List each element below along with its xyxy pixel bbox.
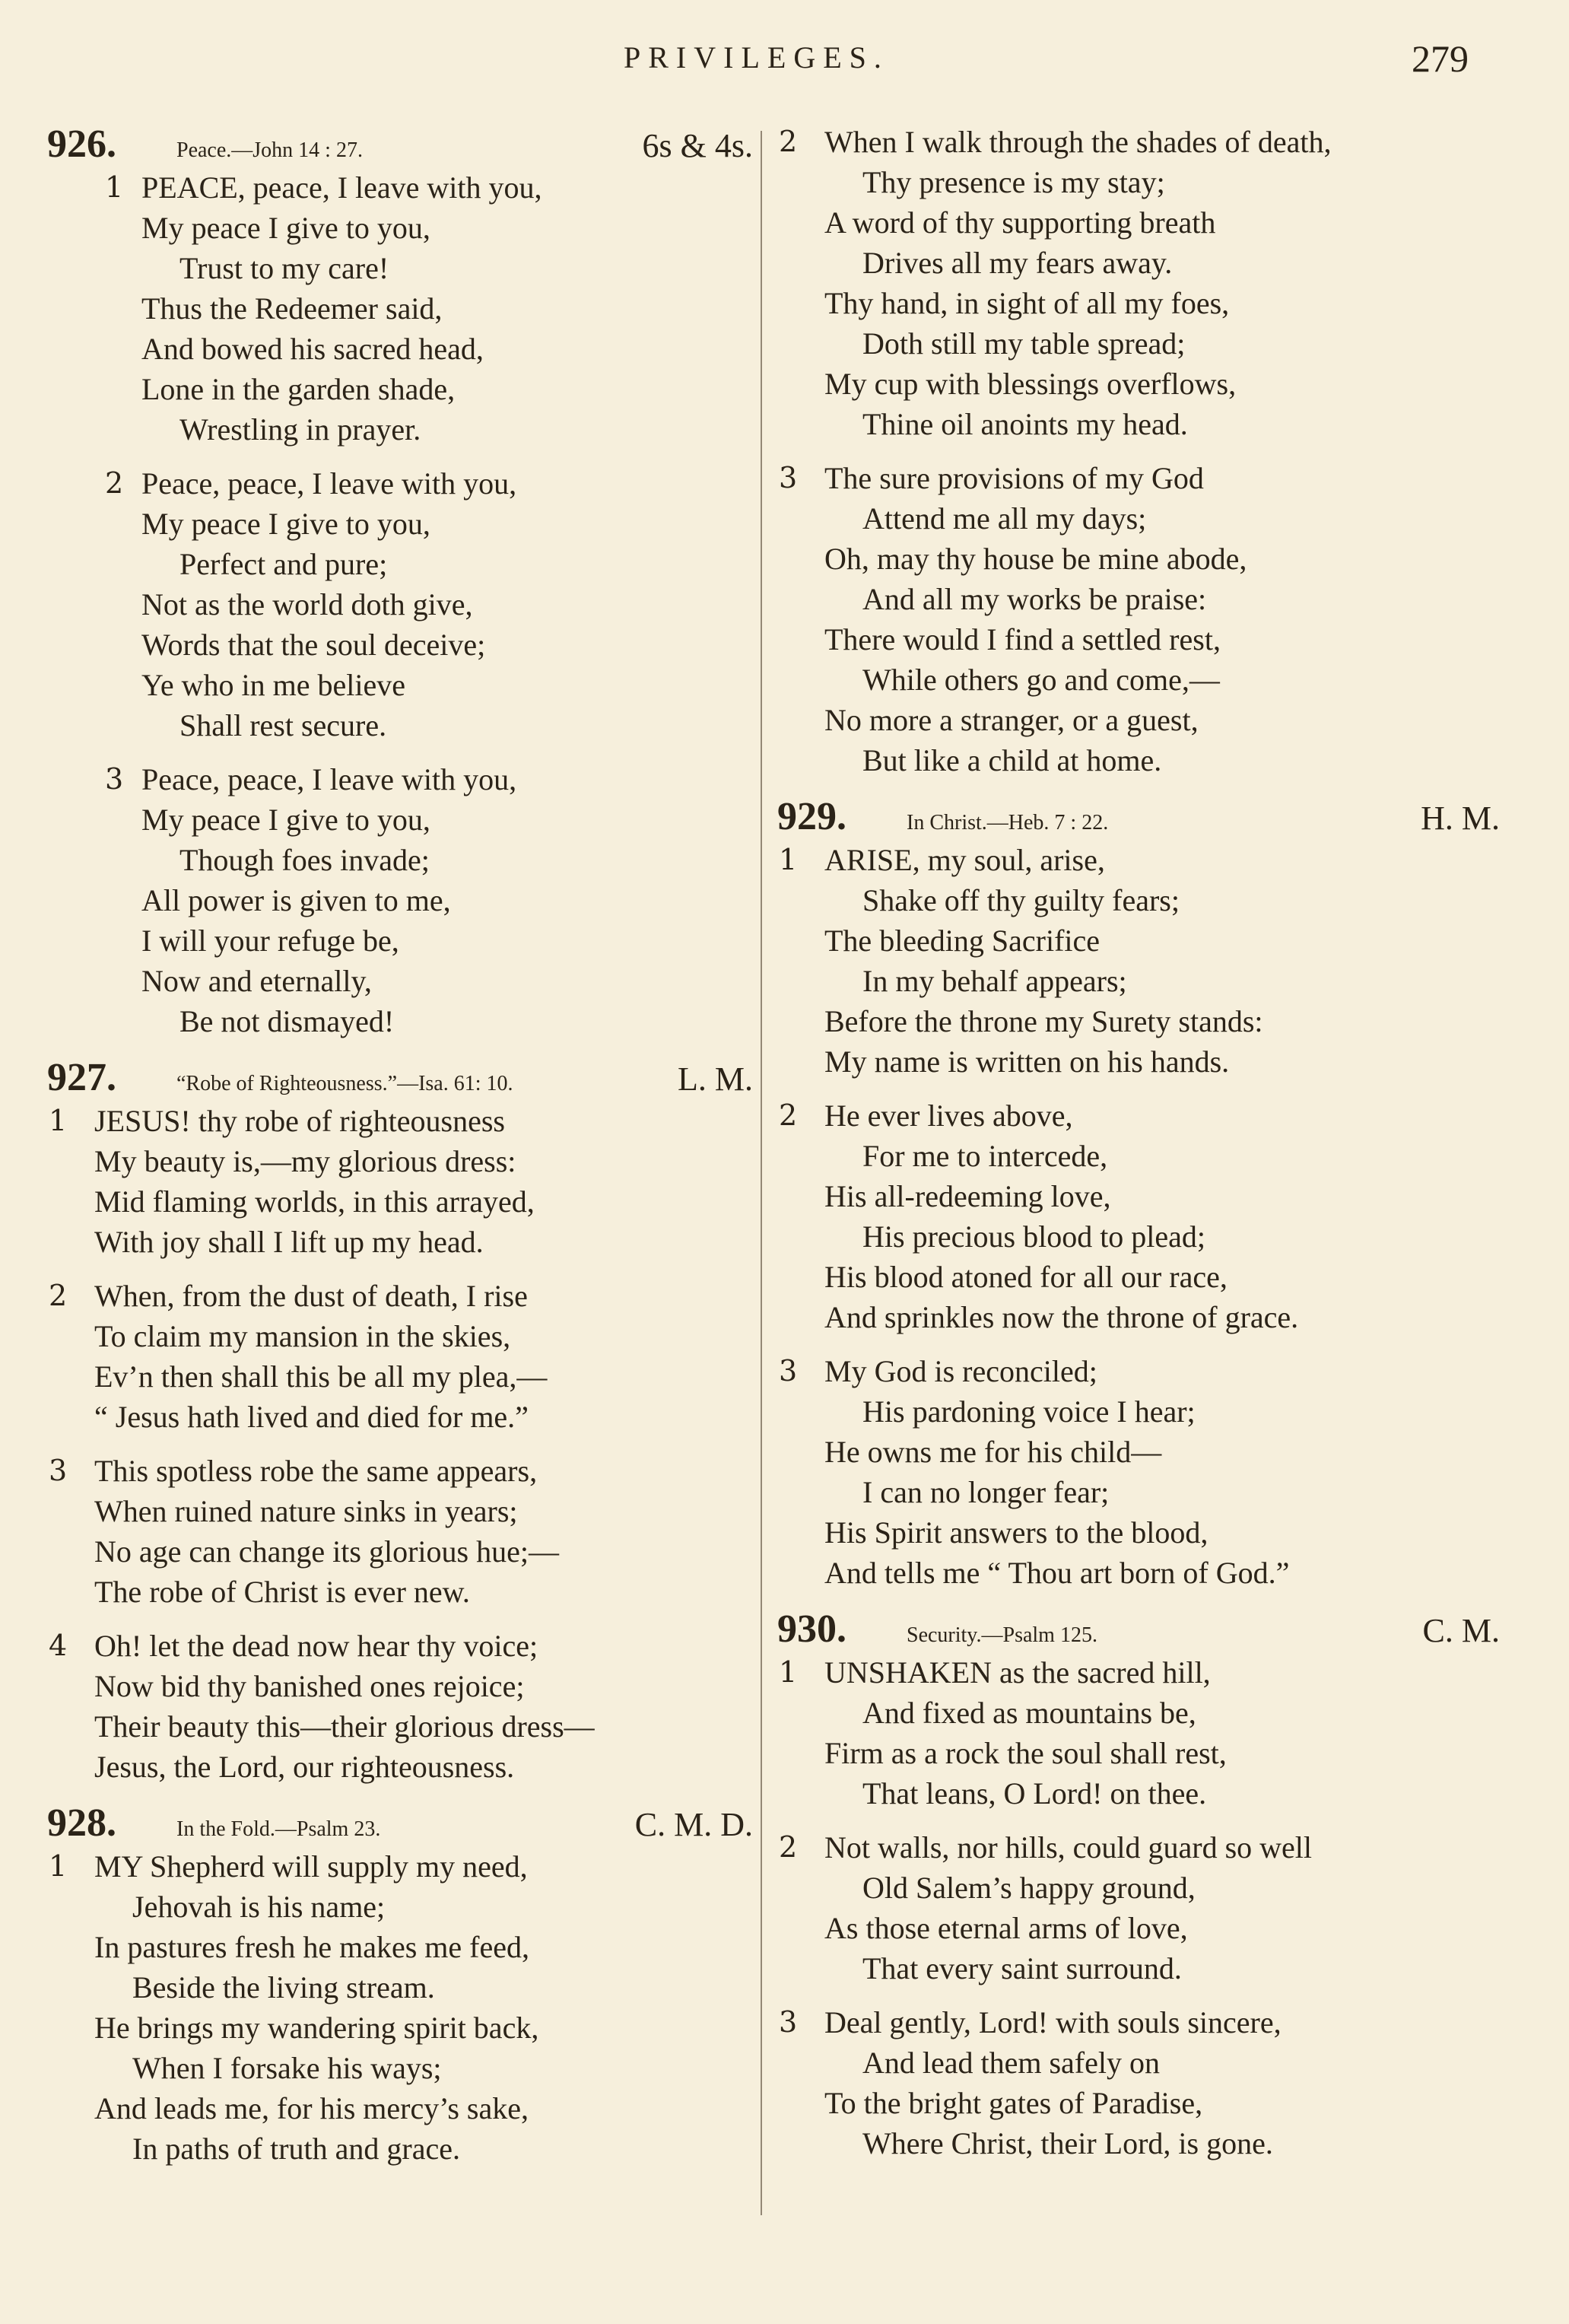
verse-line: Now and eternally, xyxy=(141,964,372,998)
stanza xyxy=(47,167,761,450)
hymn-number: 926. xyxy=(47,122,116,166)
stanza-number: 3 xyxy=(779,2005,798,2039)
verse-line: Trust to my care! xyxy=(179,251,389,285)
hymn-928-continued xyxy=(777,122,1507,780)
verse-line: And sprinkles now the throne of grace. xyxy=(824,1300,1299,1334)
page-number: 279 xyxy=(1412,37,1469,80)
verse-line: Oh! let the dead now hear thy voice; xyxy=(94,1629,538,1663)
hymn-title: In the Fold.—Psalm 23. xyxy=(176,1817,381,1841)
stanza xyxy=(47,1101,761,1262)
verse-line: “ Jesus hath lived and died for me.” xyxy=(94,1400,529,1434)
verse-line: Oh, may thy house be mine abode, xyxy=(824,542,1247,576)
verse-line: Peace, peace, I leave with you, xyxy=(141,466,517,501)
verse-line: Mid flaming worlds, in this arrayed, xyxy=(94,1184,535,1219)
verse-line: UNSHAKEN as the sacred hill, xyxy=(824,1655,1211,1690)
verse-line: When, from the dust of death, I rise xyxy=(94,1279,528,1313)
right-column xyxy=(777,122,1507,2177)
stanza xyxy=(47,1451,761,1612)
hymn-926 xyxy=(47,122,761,1041)
verse-line: And leads me, for his mercy’s sake, xyxy=(94,2091,529,2125)
column-divider xyxy=(761,131,762,2215)
verse-line: I will your refuge be, xyxy=(141,924,399,958)
verse-line: His blood atoned for all our race, xyxy=(824,1260,1228,1294)
verse-line: His precious blood to plead; xyxy=(862,1219,1206,1254)
hymn-number: 930. xyxy=(777,1607,846,1651)
verse-line: Not as the world doth give, xyxy=(141,587,473,622)
hymn-meter: 6s & 4s. xyxy=(642,127,753,164)
verse-line: The bleeding Sacrifice xyxy=(824,924,1101,958)
verse-line: I can no longer fear; xyxy=(862,1475,1110,1509)
stanza xyxy=(47,1846,761,2169)
hymn-number: 928. xyxy=(47,1801,116,1845)
verse-line: And all my works be praise: xyxy=(862,582,1207,616)
verse-line: Thus the Redeemer said, xyxy=(141,291,443,326)
hymn-title: Peace.—John 14 : 27. xyxy=(176,138,363,162)
stanza xyxy=(777,1652,1507,1814)
stanza xyxy=(777,1827,1507,1989)
verse-line: A word of thy supporting breath xyxy=(824,205,1216,240)
stanza-number: 2 xyxy=(779,125,798,158)
hymn-meter: C. M. xyxy=(1422,1612,1500,1649)
verse-line: All power is given to me, xyxy=(141,883,451,917)
stanza xyxy=(777,840,1507,1082)
hymn-930 xyxy=(777,1607,1507,2163)
verse-line: His Spirit answers to the blood, xyxy=(824,1515,1209,1550)
hymn-header xyxy=(777,1607,1507,1652)
verse-line: Shall rest secure. xyxy=(179,708,387,742)
stanza xyxy=(47,1276,761,1437)
verse-line: Thy hand, in sight of all my foes, xyxy=(824,286,1230,320)
verse-line: To the bright gates of Paradise, xyxy=(824,2086,1203,2120)
stanza-number: 1 xyxy=(49,1104,68,1137)
hymn-number: 927. xyxy=(47,1056,116,1099)
verse-line: My name is written on his hands. xyxy=(824,1044,1230,1079)
verse-line: But like a child at home. xyxy=(862,743,1162,777)
hymn-meter: H. M. xyxy=(1421,800,1500,837)
verse-line: Be not dismayed! xyxy=(179,1004,395,1038)
hymn-meter: L. M. xyxy=(678,1060,753,1098)
verse-line: Wrestling in prayer. xyxy=(179,412,421,447)
verse-line: Ye who in me believe xyxy=(141,668,405,702)
verse-line: Drives all my fears away. xyxy=(862,246,1173,280)
verse-line: This spotless robe the same appears, xyxy=(94,1454,538,1488)
stanza-number: 1 xyxy=(779,1655,798,1689)
verse-line: While others go and come,— xyxy=(862,663,1220,697)
running-head xyxy=(0,37,1569,82)
verse-line: There would I find a settled rest, xyxy=(824,622,1221,657)
verse-line: Their beauty this—their glorious dress— xyxy=(94,1709,595,1744)
verse-line: My peace I give to you, xyxy=(141,507,430,541)
verse-line: Attend me all my days; xyxy=(862,501,1147,536)
stanza-number: 3 xyxy=(779,461,798,494)
verse-line: My peace I give to you, xyxy=(141,803,430,837)
stanza-number: 2 xyxy=(105,466,124,500)
verse-line: Shake off thy guilty fears; xyxy=(862,883,1180,917)
stanza xyxy=(777,1095,1507,1337)
verse-line: He ever lives above, xyxy=(824,1098,1073,1133)
stanza xyxy=(47,1626,761,1787)
verse-line: His all-redeeming love, xyxy=(824,1179,1111,1213)
hymn-928 xyxy=(47,1801,761,2169)
hymn-927 xyxy=(47,1055,761,1787)
verse-line: And tells me “ Thou art born of God.” xyxy=(824,1556,1290,1590)
hymn-header xyxy=(47,1055,761,1101)
stanza-number: 2 xyxy=(779,1830,798,1864)
stanza-number: 1 xyxy=(779,843,798,876)
verse-line: No more a stranger, or a guest, xyxy=(824,703,1199,737)
verse-line: As those eternal arms of love, xyxy=(824,1911,1188,1945)
section-title: PRIVILEGES. xyxy=(624,40,889,75)
verse-line: He owns me for his child— xyxy=(824,1435,1162,1469)
stanza-number: 4 xyxy=(49,1629,68,1662)
stanza-number: 3 xyxy=(105,762,124,796)
verse-line: His pardoning voice I hear; xyxy=(862,1394,1196,1429)
hymn-header xyxy=(47,122,761,167)
verse-line: In my behalf appears; xyxy=(862,964,1127,998)
stanza xyxy=(777,1351,1507,1593)
verse-line: When ruined nature sinks in years; xyxy=(94,1494,518,1528)
verse-line: The sure provisions of my God xyxy=(824,461,1204,495)
verse-line: PEACE, peace, I leave with you, xyxy=(141,170,542,205)
stanza xyxy=(47,463,761,746)
verse-line: That every saint surround. xyxy=(862,1951,1182,1985)
verse-line: In pastures fresh he makes me feed, xyxy=(94,1930,529,1964)
verse-line: ARISE, my soul, arise, xyxy=(824,843,1105,877)
verse-line: Not walls, nor hills, could guard so well xyxy=(824,1830,1313,1865)
hymn-title: Security.—Psalm 125. xyxy=(907,1623,1097,1647)
verse-line: Peace, peace, I leave with you, xyxy=(141,762,517,796)
verse-line: No age can change its glorious hue;— xyxy=(94,1534,559,1569)
stanza-number: 2 xyxy=(49,1279,68,1312)
verse-line: Thine oil anoints my head. xyxy=(862,407,1188,441)
stanza-number: 1 xyxy=(49,1849,68,1883)
stanza-number: 1 xyxy=(105,170,124,204)
verse-line: That leans, O Lord! on thee. xyxy=(862,1776,1207,1811)
stanza xyxy=(777,2002,1507,2163)
verse-line: My God is reconciled; xyxy=(824,1354,1097,1388)
hymn-header xyxy=(47,1801,761,1846)
verse-line: The robe of Christ is ever new. xyxy=(94,1575,470,1609)
verse-line: He brings my wandering spirit back, xyxy=(94,2011,539,2045)
verse-line: When I forsake his ways; xyxy=(132,2051,442,2085)
verse-line: When I walk through the shades of death, xyxy=(824,125,1332,159)
verse-line: For me to intercede, xyxy=(862,1139,1108,1173)
verse-line: Where Christ, their Lord, is gone. xyxy=(862,2126,1273,2160)
verse-line: My cup with blessings overflows, xyxy=(824,367,1237,401)
verse-line: My peace I give to you, xyxy=(141,211,430,245)
verse-line: With joy shall I lift up my head. xyxy=(94,1225,484,1259)
hymn-meter: C. M. D. xyxy=(634,1806,753,1843)
stanza-number: 3 xyxy=(49,1454,68,1487)
verse-line: Perfect and pure; xyxy=(179,547,388,581)
verse-line: Ev’n then shall this be all my plea,— xyxy=(94,1359,548,1394)
verse-line: Jehovah is his name; xyxy=(132,1890,386,1924)
verse-line: JESUS! thy robe of righteousness xyxy=(94,1104,505,1138)
verse-line: And fixed as mountains be, xyxy=(862,1696,1196,1730)
stanza-number: 2 xyxy=(779,1098,798,1132)
verse-line: Before the throne my Surety stands: xyxy=(824,1004,1263,1038)
verse-line: Beside the living stream. xyxy=(132,1970,435,2004)
stanza xyxy=(777,122,1507,444)
verse-line: My beauty is,—my glorious dress: xyxy=(94,1144,516,1178)
verse-line: To claim my mansion in the skies, xyxy=(94,1319,511,1353)
stanza-number: 3 xyxy=(779,1354,798,1388)
verse-line: In paths of truth and grace. xyxy=(132,2132,460,2166)
verse-line: Thy presence is my stay; xyxy=(862,165,1165,199)
verse-line: Doth still my table spread; xyxy=(862,326,1186,361)
verse-line: Now bid thy banished ones rejoice; xyxy=(94,1669,525,1703)
stanza xyxy=(777,458,1507,780)
left-column xyxy=(47,122,761,2183)
verse-line: Lone in the garden shade, xyxy=(141,372,456,406)
verse-line: Firm as a rock the soul shall rest, xyxy=(824,1736,1227,1770)
stanza xyxy=(47,759,761,1041)
hymn-title: “Robe of Righteousness.”—Isa. 61: 10. xyxy=(176,1072,513,1095)
verse-line: Deal gently, Lord! with souls sincere, xyxy=(824,2005,1282,2039)
hymn-number: 929. xyxy=(777,795,846,838)
verse-line: Jesus, the Lord, our righteousness. xyxy=(94,1750,515,1784)
verse-line: Old Salem’s happy ground, xyxy=(862,1871,1196,1905)
verse-line: And bowed his sacred head, xyxy=(141,332,484,366)
hymn-929 xyxy=(777,794,1507,1593)
hymn-header xyxy=(777,794,1507,840)
hymn-title: In Christ.—Heb. 7 : 22. xyxy=(907,811,1109,835)
verse-line: Though foes invade; xyxy=(179,843,430,877)
verse-line: MY Shepherd will supply my need, xyxy=(94,1849,528,1884)
verse-line: Words that the soul deceive; xyxy=(141,628,486,662)
verse-line: And lead them safely on xyxy=(862,2046,1160,2080)
